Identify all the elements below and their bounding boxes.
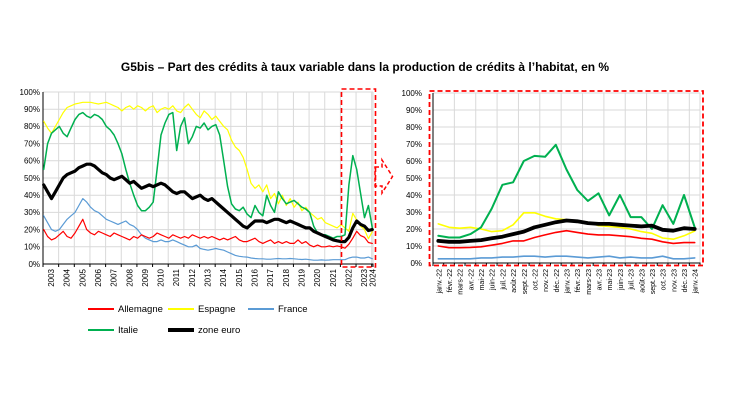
x-axis-month-label: sept.-22	[521, 269, 529, 295]
legend-item-allemagne	[88, 304, 168, 315]
series-line-espagne	[44, 102, 373, 238]
x-axis-month-label: nov.-23	[671, 269, 679, 292]
legend-label-allemagne: Allemagne	[118, 303, 163, 315]
y-axis-label: 30%	[23, 208, 40, 218]
y-axis-label: 100%	[401, 88, 422, 98]
x-axis-year-label: 2006	[93, 269, 103, 287]
x-axis-month-label: janv.-23	[564, 269, 572, 294]
zoom-arrow-icon	[375, 160, 393, 193]
x-axis-month-label: juil.-22	[500, 269, 508, 290]
legend-item-france	[248, 304, 328, 315]
x-axis-month-label: juil.-23	[628, 269, 636, 290]
x-axis-month-label: mai-23	[607, 269, 615, 291]
series-line-france	[438, 256, 694, 259]
x-axis-month-label: sept.-23	[649, 269, 657, 295]
legend	[88, 303, 328, 345]
x-axis-year-label: 2008	[125, 269, 135, 287]
legend-row-1	[88, 303, 328, 315]
legend-label-espagne: Espagne	[198, 303, 236, 315]
x-axis-year-label: 2011	[172, 269, 182, 287]
x-axis-month-label: févr.-23	[575, 269, 583, 293]
x-axis-month-label: avr.-23	[596, 269, 604, 291]
series-line-italie	[438, 145, 694, 238]
x-axis-year-label: 2021	[328, 269, 338, 287]
x-axis-year-label: 2020	[313, 269, 323, 287]
y-axis-label: 0%	[410, 258, 422, 268]
x-axis-year-label: 2014	[219, 269, 229, 287]
x-axis-month-label: nov.-22	[543, 269, 551, 292]
y-axis-label: 60%	[405, 156, 422, 166]
y-axis-label: 20%	[405, 224, 422, 234]
y-axis-label: 10%	[23, 242, 40, 252]
x-axis-month-label: juin-23	[617, 269, 625, 291]
x-axis-month-label: janv.-22	[436, 269, 444, 294]
y-axis-label: 40%	[23, 191, 40, 200]
y-axis-label: 20%	[23, 225, 40, 235]
x-axis-month-label: mars-23	[585, 269, 593, 295]
x-axis-year-label: 2019	[297, 269, 307, 287]
y-axis-label: 70%	[23, 139, 40, 149]
y-axis-label: 30%	[405, 207, 422, 217]
x-axis-year-label: 2024	[368, 269, 378, 287]
x-axis-year-label: 2018	[281, 269, 291, 287]
x-axis-month-label: févr.-22	[447, 269, 455, 293]
chart-title: G5bis – Part des crédits à taux variable dans la production de crédits à l’habitat, en %	[120, 60, 610, 74]
y-axis-label: 80%	[23, 122, 40, 132]
x-axis-month-label: mai-22	[479, 269, 487, 291]
x-axis-year-label: 2003	[47, 269, 57, 287]
y-axis-label: 80%	[405, 122, 422, 132]
y-axis-label: 40%	[405, 190, 422, 200]
y-axis-label: 60%	[23, 156, 40, 166]
y-axis-label: 10%	[405, 241, 422, 251]
legend-item-espagne	[168, 304, 248, 315]
x-axis-year-label: 2007	[109, 269, 119, 287]
x-axis-month-label: mars-22	[457, 269, 465, 295]
x-axis-year-label: 2023	[360, 269, 370, 287]
france-line-swatch	[248, 308, 274, 310]
x-axis-month-label: oct.-22	[532, 269, 540, 291]
y-axis-label: 70%	[405, 139, 422, 149]
x-axis-month-label: juin-22	[489, 269, 497, 291]
x-axis-month-label: déc.-23	[681, 269, 689, 293]
x-axis-year-label: 2022	[344, 269, 354, 287]
x-axis-year-label: 2013	[203, 269, 213, 287]
legend-label-france: France	[278, 303, 308, 315]
x-axis-year-label: 2016	[250, 269, 260, 287]
x-axis-month-label: janv.-24	[692, 269, 700, 294]
y-axis-label: 90%	[405, 105, 422, 115]
x-axis-month-label: déc.-22	[553, 269, 561, 293]
x-axis-year-label: 2017	[266, 269, 276, 287]
x-axis-year-label: 2010	[156, 269, 166, 287]
legend-item-italie	[88, 325, 168, 336]
x-axis-month-label: oct.-23	[660, 269, 668, 291]
legend-label-zone-euro: zone euro	[198, 324, 241, 336]
legend-item-zone-euro	[168, 325, 248, 336]
italie-line-swatch	[88, 329, 114, 331]
x-axis-year-label: 2012	[187, 269, 197, 287]
x-axis-year-label: 2009	[140, 269, 150, 287]
y-axis-label: 50%	[405, 173, 422, 183]
espagne-line-swatch	[168, 308, 194, 310]
x-axis-month-label: août-23	[639, 269, 647, 293]
x-axis-year-label: 2005	[78, 269, 88, 287]
y-axis-label: 90%	[23, 105, 40, 114]
allemagne-line-swatch	[88, 308, 114, 310]
y-axis-label: 0%	[28, 259, 40, 269]
x-axis-year-label: 2004	[62, 269, 72, 287]
legend-row-2	[88, 324, 328, 336]
zone-euro-line-swatch	[168, 328, 194, 332]
y-axis-label: 100%	[19, 87, 40, 97]
x-axis-month-label: avr.-22	[468, 269, 476, 291]
legend-label-italie: Italie	[118, 324, 139, 336]
y-axis-label: 50%	[23, 173, 40, 183]
x-axis-year-label: 2015	[234, 269, 244, 287]
x-axis-month-label: août-22	[511, 269, 519, 293]
